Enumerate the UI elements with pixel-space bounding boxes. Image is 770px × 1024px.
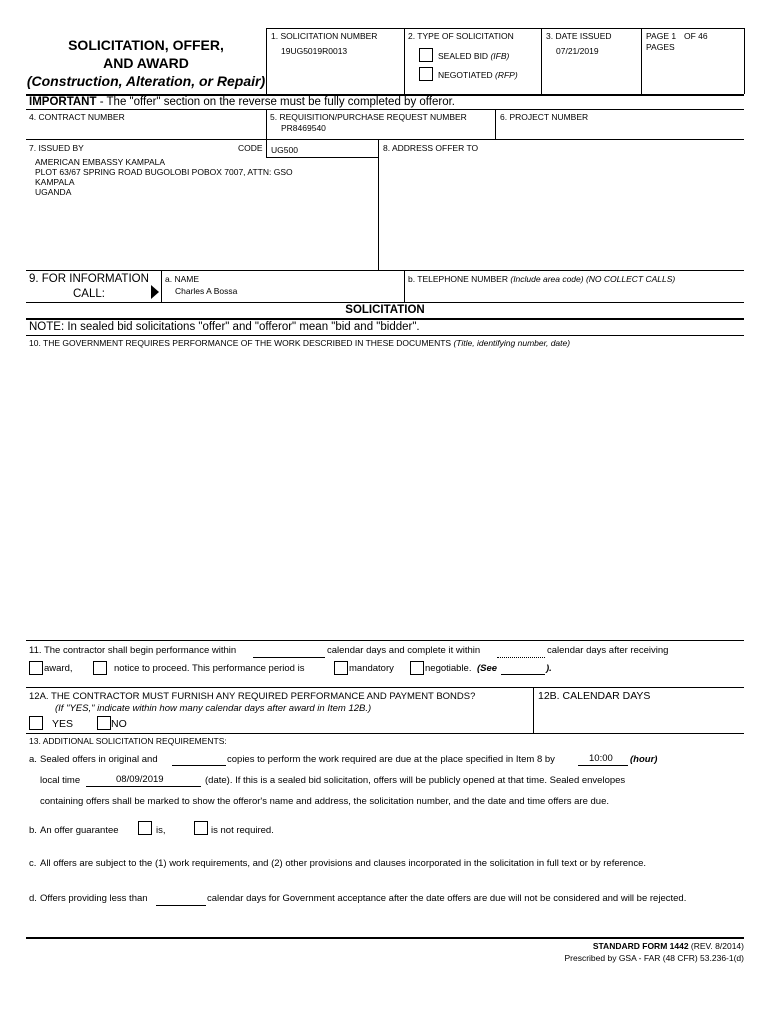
issued-by-label: 7. ISSUED BY <box>29 143 84 153</box>
item13d-days-field[interactable] <box>156 905 206 906</box>
item10-top-border <box>26 335 744 336</box>
page-of-label: OF 46 <box>684 31 708 41</box>
item13a-time-field[interactable] <box>578 765 628 766</box>
solicitation-note: NOTE: In sealed bid solicitations "offer" and "offeror" mean "bid and "bidder". <box>29 321 420 333</box>
code-box-left <box>266 139 267 157</box>
item13a-hour-label: (hour) <box>630 754 658 765</box>
address-offer-label: 8. ADDRESS OFFER TO <box>383 143 479 153</box>
address-offer-divider <box>378 139 379 270</box>
footer-top-border <box>26 937 744 939</box>
item13a-date-field[interactable] <box>86 786 201 787</box>
item11-complete-days-field[interactable] <box>497 657 545 658</box>
address-line-2: PLOT 63/67 SPRING ROAD BUGOLOBI POBOX 7007, ATTN: GSO <box>35 167 293 177</box>
issued-by-code-value[interactable]: UG500 <box>271 145 298 155</box>
item13a-part3: (date). If this is a sealed bid solicitation, offers will be publicly opened at that time. Sealed envelopes <box>205 775 626 786</box>
requisition-label: 5. REQUISITION/PURCHASE REQUEST NUMBER <box>270 112 467 122</box>
item13a-local-time: local time <box>40 775 81 786</box>
item13a-date-value[interactable]: 08/09/2019 <box>116 774 164 785</box>
sealed-bid-text: SEALED BID <box>438 51 489 61</box>
row4-divider-1 <box>266 109 267 139</box>
sealed-bid-checkbox[interactable] <box>419 48 433 62</box>
important-notice <box>29 96 455 109</box>
page-label: PAGE 1 <box>646 31 677 41</box>
bonds-no-checkbox[interactable] <box>97 716 111 730</box>
contract-number-label: 4. CONTRACT NUMBER <box>29 112 125 122</box>
item13-top-border <box>26 733 744 734</box>
notice-to-proceed-checkbox[interactable] <box>93 661 107 675</box>
guarantee-not-required-label: is not required. <box>211 825 274 836</box>
item13d-part1: Offers providing less than <box>40 893 148 904</box>
issued-by-code-label: CODE <box>238 143 263 153</box>
info-name-label: a. NAME <box>165 274 200 284</box>
mandatory-label: mandatory <box>349 663 394 674</box>
form-title-line1: SOLICITATION, OFFER, <box>68 37 224 53</box>
item13b-text: An offer guarantee <box>40 825 119 836</box>
item13d-part2: calendar days for Government acceptance after the date offers are due will not be considered and will be rejected. <box>207 893 687 904</box>
item10-label <box>29 338 570 348</box>
item13a-part4: containing offers shall be marked to show the offeror's name and address, the solicitation number, and the date and time offers are due. <box>40 796 609 807</box>
item12-divider <box>533 687 534 733</box>
row9-divider-1 <box>161 270 162 302</box>
solicitation-heading: SOLICITATION <box>345 304 425 316</box>
item11-begin-days-field[interactable] <box>253 657 325 658</box>
date-issued-value[interactable]: 07/21/2019 <box>556 46 599 56</box>
award-checkbox[interactable] <box>29 661 43 675</box>
see-end-label: ). <box>546 663 552 674</box>
date-issued-label: 3. DATE ISSUED <box>546 31 612 41</box>
item12b-days-field[interactable] <box>538 704 738 730</box>
item12a-text: 12A. THE CONTRACTOR MUST FURNISH ANY REQUIRED PERFORMANCE AND PAYMENT BONDS? <box>29 691 476 702</box>
mandatory-checkbox[interactable] <box>334 661 348 675</box>
negotiable-checkbox[interactable] <box>410 661 424 675</box>
item10-note: (Title, identifying number, date) <box>453 338 571 348</box>
pages-label: PAGES <box>646 42 675 52</box>
item11-part1: 11. The contractor shall begin performance within <box>29 645 237 656</box>
info-call-label-line2: CALL: <box>73 288 105 300</box>
item13a-copies-field[interactable] <box>172 765 226 766</box>
solicitation-number-label: 1. SOLICITATION NUMBER <box>271 31 378 41</box>
negotiable-label: negotiable. <box>425 663 472 674</box>
sealed-bid-abbr: (IFB) <box>490 51 510 61</box>
item13b-prefix: b. <box>29 825 37 836</box>
important-text: - The "offer" section on the reverse must be fully completed by offeror. <box>96 96 455 108</box>
form-rev: (REV. 8/2014) <box>688 941 744 951</box>
solicitation-top-border <box>26 302 744 303</box>
item13d-prefix: d. <box>29 893 37 904</box>
item13c-prefix: c. <box>29 858 37 869</box>
item13c-text: All offers are subject to the (1) work requirements, and (2) other provisions and clauses incorporated in the solicitation in full text or by reference. <box>40 858 647 869</box>
item10-work-description-area[interactable] <box>26 352 744 638</box>
solicitation-number-value[interactable]: 19UG5019R0013 <box>281 46 348 56</box>
award-label: award, <box>44 663 73 674</box>
negotiated-text: NEGOTIATED <box>438 70 493 80</box>
important-lead: IMPORTANT <box>29 96 97 108</box>
header-divider-1 <box>266 28 267 94</box>
address-line-1: AMERICAN EMBASSY KAMPALA <box>35 157 166 167</box>
row9-top-border <box>26 270 744 271</box>
solicitation-type-label: 2. TYPE OF SOLICITATION <box>408 31 514 41</box>
negotiated-checkbox[interactable] <box>419 67 433 81</box>
bonds-no-label: NO <box>111 718 127 730</box>
item10-text: 10. THE GOVERNMENT REQUIRES PERFORMANCE OF THE WORK DESCRIBED IN THESE DOCUMENTS <box>29 338 452 348</box>
item13a-part1: Sealed offers in original and <box>40 754 158 765</box>
requisition-value[interactable]: PR8469540 <box>281 123 326 133</box>
guarantee-not-required-checkbox[interactable] <box>194 821 208 835</box>
item12b-label: 12B. CALENDAR DAYS <box>538 690 651 702</box>
info-phone-label-note: (Include area code) (NO COLLECT CALLS) <box>510 274 676 284</box>
form-name: STANDARD FORM 1442 <box>592 941 689 951</box>
item13a-part2: copies to perform the work required are due at the place specified in Item 8 by <box>227 754 555 765</box>
item13a-time-value[interactable]: 10:00 <box>589 753 613 764</box>
form-title-line2: AND AWARD <box>103 55 189 71</box>
top-border <box>266 28 744 29</box>
item12-top-border <box>26 687 744 688</box>
negotiated-abbr: (RFP) <box>495 70 518 80</box>
header-divider-4 <box>641 28 642 94</box>
form-title-line3: (Construction, Alteration, or Repair) <box>26 73 266 89</box>
issued-by-address[interactable] <box>35 157 293 197</box>
row4-divider-2 <box>495 109 496 139</box>
info-call-label <box>29 273 155 301</box>
see-reference-field[interactable] <box>501 674 545 675</box>
guarantee-is-label: is, <box>156 825 166 836</box>
row4-top-border <box>26 109 744 110</box>
header-right-border <box>744 28 745 94</box>
form-id <box>593 941 744 951</box>
header-divider-3 <box>541 28 542 94</box>
sealed-bid-label <box>438 51 509 61</box>
header-divider-2 <box>404 28 405 94</box>
see-label: (See <box>477 663 498 674</box>
address-line-3: KAMPALA <box>35 177 75 187</box>
negotiated-label <box>438 70 518 80</box>
item11-part2: calendar days and complete it within <box>327 645 481 656</box>
notice-label: notice to proceed. This performance period is <box>114 663 305 674</box>
project-number-label: 6. PROJECT NUMBER <box>500 112 589 122</box>
item11-top-border <box>26 640 744 641</box>
row9-divider-2 <box>404 270 405 302</box>
item11-part3: calendar days after receiving <box>547 645 669 656</box>
info-call-label-line1: 9. FOR INFORMATION <box>29 273 149 285</box>
info-phone-label-text: b. TELEPHONE NUMBER <box>408 274 508 284</box>
solicitation-heading-bottom <box>26 318 744 320</box>
guarantee-is-checkbox[interactable] <box>138 821 152 835</box>
item13a-prefix: a. <box>29 754 37 765</box>
bonds-yes-label: YES <box>52 718 74 730</box>
row7-top-border <box>26 139 744 140</box>
arrow-right-icon <box>151 285 159 299</box>
address-line-4: UGANDA <box>35 187 72 197</box>
item12a-note: (If "YES," indicate within how many calendar days after award in Item 12B.) <box>55 703 372 714</box>
prescribed-by: Prescribed by GSA - FAR (48 CFR) 53.236-1(d) <box>564 953 744 963</box>
form-title <box>26 36 266 90</box>
info-phone-label <box>408 274 675 284</box>
info-name-value[interactable]: Charles A Bossa <box>175 286 238 296</box>
bonds-yes-checkbox[interactable] <box>29 716 43 730</box>
item13-heading: 13. ADDITIONAL SOLICITATION REQUIREMENTS: <box>29 736 227 746</box>
